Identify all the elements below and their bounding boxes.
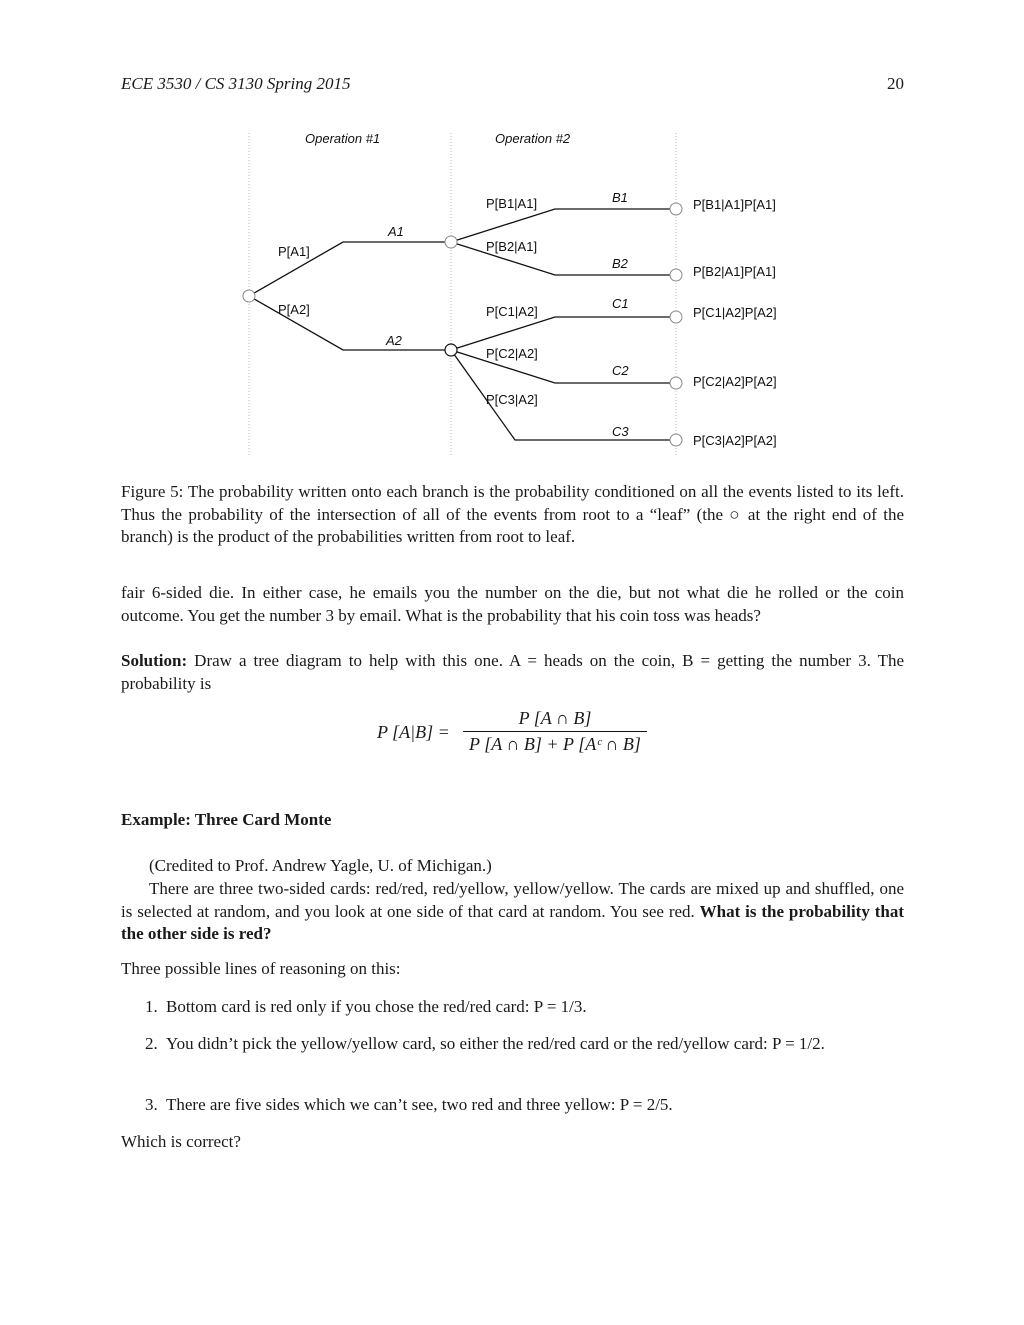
label-p-a2: P[A2] [278, 302, 310, 317]
label-b2: B2 [612, 256, 628, 271]
branch-c3 [451, 350, 676, 440]
label-p-c3-a2: P[C3|A2] [486, 392, 538, 407]
node-a1 [445, 236, 457, 248]
leaf-c1 [670, 311, 682, 323]
reasoning-intro: Three possible lines of reasoning on this: [121, 959, 401, 978]
label-a2: A2 [386, 333, 402, 348]
list-number: 3. [145, 1095, 158, 1114]
equation-denominator: P [A ∩ B] + P [Aᶜ ∩ B] [469, 734, 641, 754]
figure-caption: Figure 5: The probability written onto each branch is the probability conditioned on all the events listed to its left. Thus the probability of the intersection of all of the events from root to a “leaf” (the ○ at the right end of the branch) is the product of the probabilities written from root to leaf. [121, 482, 904, 547]
label-c1: C1 [612, 296, 629, 311]
branch-c2 [451, 350, 676, 383]
branch-c1 [451, 317, 676, 350]
leaf-b2 [670, 269, 682, 281]
list-item [145, 996, 904, 1019]
problem-text: There are three two-sided cards: red/red, red/yellow, yellow/yellow. The cards are mixed up and shuffled, one is selected at random, and you look at one side of that card at random. You see red. [121, 879, 904, 921]
solution-paragraph [121, 650, 904, 695]
problem-statement [121, 878, 904, 946]
label-p-c1-a2: P[C1|A2] [486, 304, 538, 319]
equation-numerator: P [A ∩ B] [518, 708, 592, 728]
running-header: ECE 3530 / CS 3130 Spring 2015 [121, 74, 351, 93]
col-header-operation-1: Operation #1 [305, 131, 381, 146]
list-number: 2. [145, 1034, 158, 1053]
node-a2 [445, 344, 457, 356]
label-c2: C2 [612, 363, 629, 378]
equation-lhs: P [A|B] = [377, 722, 450, 742]
list-item [145, 1033, 904, 1056]
label-a1: A1 [388, 224, 404, 239]
solution-label: Solution: [121, 651, 188, 670]
leaf-b1 [670, 203, 682, 215]
label-c3: C3 [612, 424, 629, 439]
equation-fraction [463, 708, 647, 755]
problem-question: What is the probability that the other side is red? [121, 901, 904, 944]
root-node [243, 290, 255, 302]
leaf-label-4: P[C2|A2]P[A2] [693, 374, 777, 389]
list-text: You didn’t pick the yellow/yellow card, so either the red/red card or the red/yellow card: P = 1/2. [166, 1034, 825, 1053]
leaf-label-1: P[B1|A1]P[A1] [693, 197, 776, 212]
list-text: Bottom card is red only if you chose the red/red card: P = 1/3. [166, 997, 587, 1016]
label-p-a1: P[A1] [278, 244, 310, 259]
label-p-c2-a2: P[C2|A2] [486, 346, 538, 361]
col-header-operation-2: Operation #2 [495, 131, 571, 146]
list-text: There are five sides which we can’t see, two red and three yellow: P = 2/5. [166, 1095, 673, 1114]
leaf-label-3: P[C1|A2]P[A2] [693, 305, 777, 320]
label-p-b2-a1: P[B2|A1] [486, 239, 538, 254]
label-b1: B1 [612, 190, 628, 205]
label-p-b1-a1: P[B1|A1] [486, 196, 538, 211]
page-number: 20 [887, 74, 904, 93]
leaf-label-2: P[B2|A1]P[A1] [693, 264, 776, 279]
example-heading: Example: Three Card Monte [121, 810, 332, 829]
probability-tree-diagram [230, 125, 800, 460]
branch-b1 [451, 209, 676, 242]
closing-question: Which is correct? [121, 1132, 241, 1151]
branch-b2 [451, 242, 676, 275]
credit-line: (Credited to Prof. Andrew Yagle, U. of Michigan.) [149, 856, 492, 875]
list-number: 1. [145, 997, 158, 1016]
leaf-c2 [670, 377, 682, 389]
problem-paragraph: fair 6-sided die. In either case, he emails you the number on the die, but not what die he rolled or the coin outcome. You get the number 3 by email. What is the probability that his coin toss was heads? [121, 583, 904, 625]
leaf-c3 [670, 434, 682, 446]
list-item [145, 1094, 904, 1117]
leaf-label-5: P[C3|A2]P[A2] [693, 433, 777, 448]
solution-text: Draw a tree diagram to help with this one. A = heads on the coin, B = getting the number 3. The probability is [121, 651, 904, 693]
